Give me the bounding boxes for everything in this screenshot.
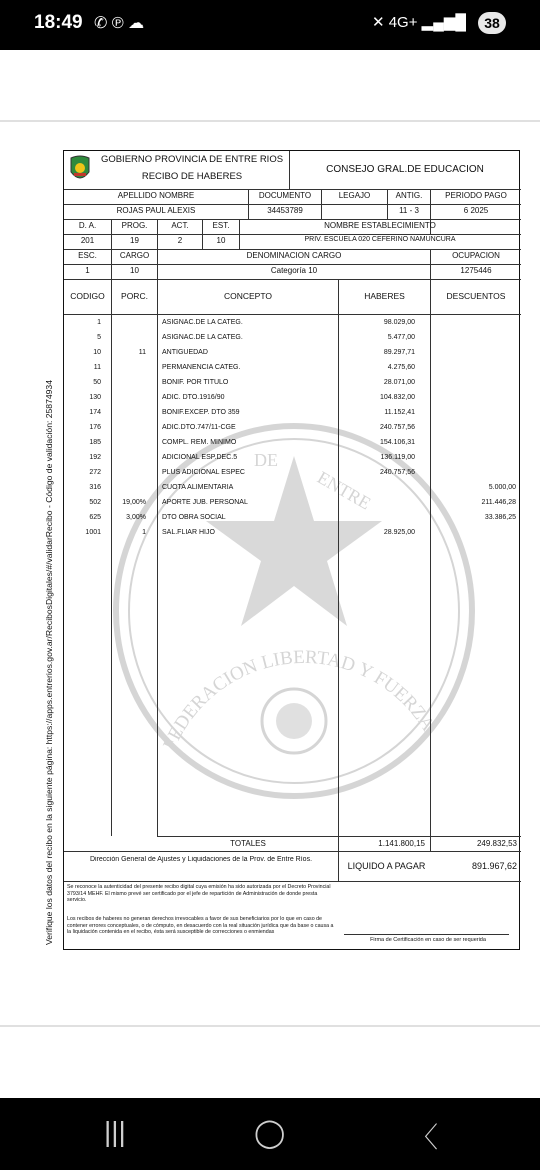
- province-crest-icon: [69, 154, 91, 184]
- cell-concepto: ANTIGUEDAD: [162, 349, 208, 356]
- watermark-entre: ENTRE: [314, 467, 375, 514]
- divider-bottom: [0, 1025, 540, 1027]
- table-row: [64, 481, 521, 496]
- cell-codigo: 130: [89, 394, 101, 401]
- cell-concepto: ASIGNAC.DE LA CATEG.: [162, 319, 243, 326]
- employee-denominacion: Categoría 10: [270, 266, 318, 275]
- employee-prog: 19: [130, 236, 139, 245]
- cell-codigo: 174: [89, 409, 101, 416]
- label-prog: PROG.: [121, 221, 148, 230]
- label-est: EST.: [212, 221, 230, 230]
- cell-concepto: ADIC.DTO.747/11-CGE: [162, 424, 236, 431]
- cell-codigo: 10: [93, 349, 101, 356]
- cell-concepto: ASIGNAC.DE LA CATEG.: [162, 334, 243, 341]
- cell-codigo: 316: [89, 484, 101, 491]
- table-row: [64, 526, 521, 541]
- cell-codigo: 11: [93, 364, 101, 371]
- employee-esc: 1: [85, 266, 90, 275]
- table-row: [64, 466, 521, 481]
- cell-concepto: PLUS ADICIONAL ESPEC: [162, 469, 245, 476]
- cell-codigo: 176: [89, 424, 101, 431]
- cell-porc: 3,00%: [126, 514, 146, 521]
- table-row: [64, 421, 521, 436]
- watermark-de: DE: [254, 450, 278, 470]
- cell-haberes: 89.297,71: [383, 349, 415, 356]
- cell-haberes: 4.275,60: [387, 364, 415, 371]
- label-documento: DOCUMENTO: [258, 191, 312, 200]
- employee-documento: 34453789: [267, 206, 303, 215]
- cell-haberes: 5.477,00: [387, 334, 415, 341]
- liquido-label: LIQUIDO A PAGAR: [347, 861, 426, 871]
- cell-codigo: 1: [97, 319, 101, 326]
- label-denom: DENOMINACION CARGO: [246, 251, 342, 260]
- battery-icon: 38: [478, 12, 506, 34]
- table-row: [64, 451, 521, 466]
- divider-top: [0, 120, 540, 122]
- employee-est: 10: [216, 236, 226, 245]
- cell-codigo: 625: [89, 514, 101, 521]
- gov-title: GOBIERNO PROVINCIA DE ENTRE RIOS: [100, 154, 284, 165]
- col-concepto: CONCEPTO: [223, 291, 273, 301]
- employee-antig: 11 - 3: [399, 206, 419, 215]
- cell-concepto: BONIF. POR TITULO: [162, 379, 229, 386]
- label-legajo: LEGAJO: [338, 191, 371, 200]
- cell-porc: 1: [142, 529, 146, 536]
- cell-concepto: COMPL. REM. MINIMO: [162, 439, 237, 446]
- home-icon[interactable]: ◯: [254, 1117, 286, 1148]
- watermark-arc-text: FEDERACION LIBERTAD Y FUERZA: [159, 646, 439, 754]
- label-periodo: PERIODO PAGO: [445, 191, 507, 200]
- cell-descuentos: 211.446,28: [481, 499, 516, 506]
- label-da: D. A.: [78, 221, 97, 230]
- cell-codigo: 1001: [85, 529, 101, 536]
- firma-caption: Firma de Certificación en caso de ser requerida: [370, 937, 486, 943]
- cell-concepto: SAL.FLIAR HIJO: [162, 529, 215, 536]
- table-row: [64, 406, 521, 421]
- totales-label: TOTALES: [230, 839, 266, 848]
- cell-concepto: DTO OBRA SOCIAL: [162, 514, 226, 521]
- cell-concepto: PERMANENCIA CATEG.: [162, 364, 241, 371]
- table-row: [64, 361, 521, 376]
- cell-haberes: 154.106,31: [379, 439, 415, 446]
- total-haberes: 1.141.800,15: [378, 839, 425, 848]
- employee-act: 2: [177, 236, 183, 245]
- cell-descuentos: 33.386,25: [484, 514, 516, 521]
- employee-cargo: 10: [130, 266, 139, 275]
- salary-receipt: [63, 150, 520, 950]
- table-row: [64, 436, 521, 451]
- recent-apps-icon[interactable]: |||: [104, 1116, 126, 1147]
- employee-ocupacion: 1275446: [460, 266, 492, 275]
- table-row: [64, 376, 521, 391]
- legal-text-2: Los recibos de haberes no generan derechos irrevocables a favor de sus beneficiarios por lo que en caso de contener errores conceptuales, o de cómputo, en desacuerdo con la real situación jurídica que da base o causa a la liquidación contenida en el recibo, ésta será susceptible de correcciones o enmiendas: [67, 916, 334, 936]
- cell-concepto: ADICIONAL ESP.DEC.5: [162, 454, 238, 461]
- table-row: [64, 316, 521, 331]
- back-icon[interactable]: 〈: [410, 1122, 439, 1153]
- signal-icons: ✕ 4G+ ▂▄▆█: [371, 14, 466, 31]
- cell-haberes: 240.757,56: [379, 469, 415, 476]
- label-nombre-est: NOMBRE ESTABLECIMIENTO: [324, 221, 436, 230]
- total-descuentos: 249.832,53: [476, 839, 517, 848]
- notification-icons: ✆ ℗ ☁: [94, 15, 145, 32]
- cell-codigo: 272: [89, 469, 101, 476]
- label-esc: ESC.: [78, 251, 97, 260]
- table-row: [64, 346, 521, 361]
- label-apellido: APELLIDO NOMBRE: [117, 191, 195, 200]
- cell-concepto: CUOTA ALIMENTARIA: [162, 484, 234, 491]
- cell-codigo: 192: [89, 454, 101, 461]
- org-name: CONSEJO GRAL.DE EDUCACION: [326, 164, 484, 175]
- cell-codigo: 185: [89, 439, 101, 446]
- cell-haberes: 136.119,00: [380, 454, 415, 461]
- col-descuentos: DESCUENTOS: [446, 291, 506, 301]
- label-antig: ANTIG.: [395, 191, 423, 200]
- cell-descuentos: 5.000,00: [488, 484, 516, 491]
- cell-haberes: 28.925,00: [383, 529, 415, 536]
- col-porc: PORC.: [121, 291, 148, 301]
- employee-da: 201: [80, 236, 95, 245]
- status-bar: [0, 0, 540, 50]
- liquido-value: 891.967,62: [471, 861, 517, 871]
- table-row: [64, 496, 521, 511]
- col-haberes: HABERES: [364, 291, 405, 301]
- cell-codigo: 50: [93, 379, 101, 386]
- cell-concepto: APORTE JUB. PERSONAL: [162, 499, 248, 506]
- col-codigo: CODIGO: [70, 291, 105, 301]
- label-act: ACT.: [171, 221, 189, 230]
- direccion-text: Dirección General de Ajustes y Liquidaciones de la Prov. de Entre Ríos.: [89, 856, 313, 863]
- legal-text-1: Se reconoce la autenticidad del presente recibo digital cuya emisión ha sido autorizada por el Decreto Provincial 3793/14 MEHF. El mismo prevé ser certificado por el jefe de repartición de Administración de donde presta servicio.: [67, 884, 331, 904]
- network-label: 4G+: [388, 14, 418, 31]
- cell-haberes: 104.832,00: [379, 394, 415, 401]
- clock: 18:49: [34, 12, 83, 33]
- cell-porc: 19,00%: [122, 499, 146, 506]
- cell-codigo: 5: [97, 334, 101, 341]
- table-row: [64, 391, 521, 406]
- validation-side-text: Verifique los datos del recibo en la siguiente página: https://apps.entrerios.gov.ar/RecibosDigitales/#/validarRecibo - Código de validación: 25874934: [44, 380, 54, 945]
- cell-haberes: 28.071,00: [383, 379, 415, 386]
- navigation-bar: [0, 1098, 540, 1170]
- table-row: [64, 511, 521, 526]
- cell-codigo: 502: [89, 499, 101, 506]
- employee-periodo: 6 2025: [463, 206, 489, 215]
- cell-concepto: BONIF.EXCEP. DTO 359: [162, 409, 240, 416]
- label-cargo: CARGO: [119, 251, 150, 260]
- employee-name: ROJAS PAUL ALEXIS: [116, 206, 196, 215]
- receipt-title: RECIBO DE HABERES: [141, 171, 243, 182]
- cell-haberes: 11.152,41: [384, 409, 415, 416]
- cell-porc: 11: [138, 349, 146, 356]
- table-row: [64, 331, 521, 346]
- employee-establecimiento: PRIV. ESCUELA 020 CEFERINO NAMUNCURA: [304, 236, 456, 243]
- cell-haberes: 240.757,56: [379, 424, 415, 431]
- cell-concepto: ADIC. DTO.1916/90: [162, 394, 225, 401]
- cell-haberes: 98.029,00: [383, 319, 415, 326]
- label-ocup: OCUPACION: [452, 251, 500, 260]
- employee-legajo: [322, 206, 387, 218]
